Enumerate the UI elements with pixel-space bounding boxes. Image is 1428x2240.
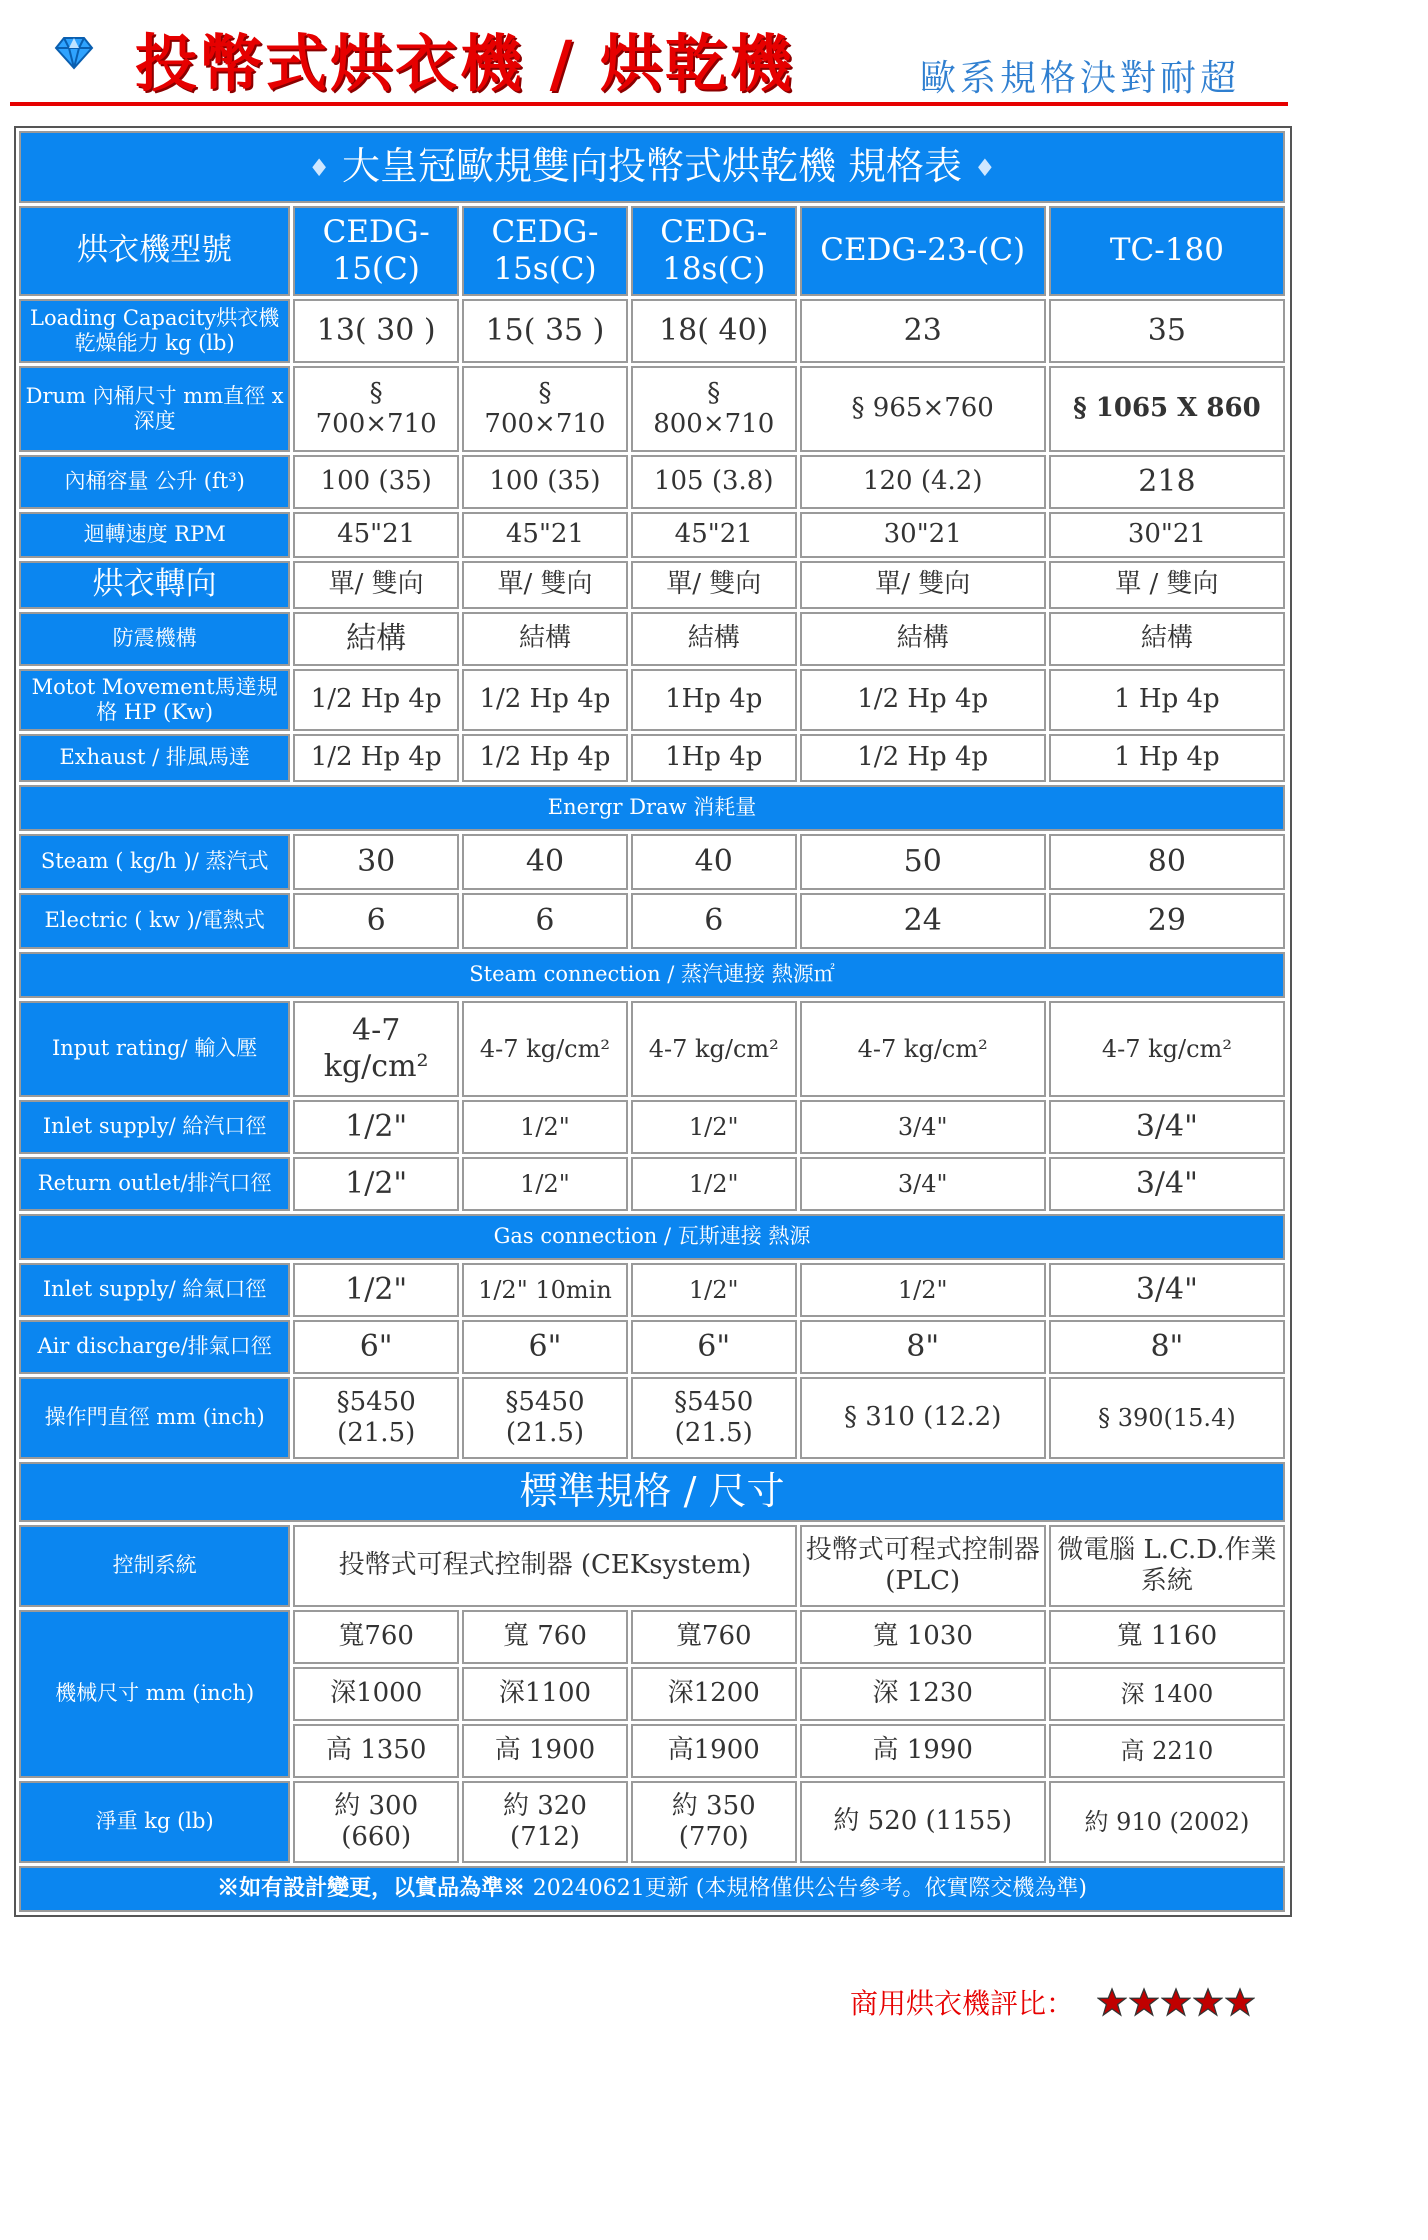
height-cell: 高 1350 bbox=[293, 1724, 459, 1778]
row-label-motor: Motot Movement馬達規格 HP (Kw) bbox=[19, 669, 290, 731]
electric-energy-cell: 6 bbox=[462, 893, 628, 949]
row-label-antishock: 防震機構 bbox=[19, 612, 290, 666]
volume-cell: 100 (35) bbox=[293, 455, 459, 509]
width-cell: 寬760 bbox=[293, 1610, 459, 1664]
star-icon bbox=[1161, 1987, 1191, 2017]
control-shared-cell: 投幣式可程式控制器 (CEKsystem) bbox=[293, 1525, 796, 1607]
rating-label: 商用烘衣機評比： bbox=[850, 1987, 1075, 2020]
weight-cell: 約 350 (770) bbox=[631, 1781, 797, 1863]
gas-inlet-cell: 1/2" 10min bbox=[462, 1263, 628, 1317]
gem-icon: ♦ bbox=[308, 154, 330, 183]
model-header: CEDG-15(C) bbox=[293, 206, 459, 296]
diamond-icon bbox=[54, 36, 94, 70]
antishock-cell: 結構 bbox=[631, 612, 797, 666]
depth-cell: 深 1230 bbox=[800, 1667, 1046, 1721]
model-header: CEDG-23-(C) bbox=[800, 206, 1046, 296]
steam-inlet-cell: 3/4" bbox=[800, 1100, 1046, 1154]
star-icon bbox=[1225, 1987, 1255, 2017]
drum-cell bbox=[631, 366, 797, 452]
drum-cell bbox=[462, 366, 628, 452]
width-cell: 寬760 bbox=[631, 1610, 797, 1664]
capacity-cell: 23 bbox=[800, 299, 1046, 363]
volume-cell: 105 (3.8) bbox=[631, 455, 797, 509]
control-lcd-cell: 微電腦 L.C.D.作業系統 bbox=[1049, 1525, 1285, 1607]
footnote bbox=[19, 1866, 1285, 1912]
spec-table-frame bbox=[14, 126, 1292, 1917]
row-label-rpm: 迴轉速度 RPM bbox=[19, 512, 290, 558]
electric-energy-cell: 29 bbox=[1049, 893, 1285, 949]
rpm-cell: 30"21 bbox=[1049, 512, 1285, 558]
row-label-return-outlet: Return outlet/排汽口徑 bbox=[19, 1157, 290, 1211]
row-label-drum: Drum 內桶尺寸 mm直徑 x 深度 bbox=[19, 366, 290, 452]
star-icon bbox=[1097, 1987, 1127, 2017]
steam-energy-cell: 80 bbox=[1049, 834, 1285, 890]
model-label: 烘衣機型號 bbox=[19, 206, 290, 296]
electric-energy-cell: 24 bbox=[800, 893, 1046, 949]
door-cell: § 310 (12.2) bbox=[800, 1377, 1046, 1459]
return-outlet-cell: 3/4" bbox=[1049, 1157, 1285, 1211]
page-title: 投幣式烘衣機 / 烘乾機 bbox=[135, 27, 795, 100]
weight-cell: 約 910 (2002) bbox=[1049, 1781, 1285, 1863]
star-icon bbox=[1129, 1987, 1159, 2017]
energy-section-header: Energr Draw 消耗量 bbox=[19, 785, 1285, 831]
return-outlet-cell: 3/4" bbox=[800, 1157, 1046, 1211]
volume-cell: 100 (35) bbox=[462, 455, 628, 509]
motor-cell: 1/2 Hp 4p bbox=[293, 669, 459, 731]
exhaust-cell: 1Hp 4p bbox=[631, 734, 797, 782]
steam-inlet-cell: 1/2" bbox=[462, 1100, 628, 1154]
rpm-cell: 30"21 bbox=[800, 512, 1046, 558]
row-label-steam: Steam ( kg/h )/ 蒸汽式 bbox=[19, 834, 290, 890]
rotation-cell: 單/ 雙向 bbox=[462, 561, 628, 609]
model-header: CEDG-15s(C) bbox=[462, 206, 628, 296]
spec-title-text: 大皇冠歐規雙向投幣式烘乾機 規格表 bbox=[341, 144, 963, 189]
row-label-steam-inlet: Inlet supply/ 給汽口徑 bbox=[19, 1100, 290, 1154]
rating bbox=[850, 1982, 1257, 2022]
spec-table-title bbox=[19, 131, 1285, 203]
door-cell: §5450 (21.5) bbox=[631, 1377, 797, 1459]
input-rating-cell: 4-7 kg/cm² bbox=[462, 1001, 628, 1097]
height-cell: 高1900 bbox=[631, 1724, 797, 1778]
antishock-cell: 結構 bbox=[293, 612, 459, 666]
air-discharge-cell: 8" bbox=[1049, 1320, 1285, 1374]
height-cell: 高 1900 bbox=[462, 1724, 628, 1778]
row-label-dimensions: 機械尺寸 mm (inch) bbox=[19, 1610, 290, 1778]
capacity-cell: 15( 35 ) bbox=[462, 299, 628, 363]
return-outlet-cell: 1/2" bbox=[462, 1157, 628, 1211]
star-icon bbox=[1193, 1987, 1223, 2017]
spec-table bbox=[16, 128, 1288, 1915]
footnote-bold: ※如有設計變更，以實品為準※ bbox=[217, 1875, 526, 1902]
rpm-cell: 45"21 bbox=[293, 512, 459, 558]
row-label-capacity: Loading Capacity烘衣機乾燥能力 kg (lb) bbox=[19, 299, 290, 363]
air-discharge-cell: 8" bbox=[800, 1320, 1046, 1374]
drum-value: 800×710 bbox=[653, 409, 775, 439]
steam-inlet-cell: 3/4" bbox=[1049, 1100, 1285, 1154]
drum-value: 700×710 bbox=[484, 409, 606, 439]
door-cell: § 390(15.4) bbox=[1049, 1377, 1285, 1459]
gas-inlet-cell: 3/4" bbox=[1049, 1263, 1285, 1317]
weight-cell: 約 320 (712) bbox=[462, 1781, 628, 1863]
exhaust-cell: 1/2 Hp 4p bbox=[800, 734, 1046, 782]
header-divider bbox=[10, 102, 1288, 106]
depth-cell: 深1200 bbox=[631, 1667, 797, 1721]
steam-energy-cell: 50 bbox=[800, 834, 1046, 890]
antishock-cell: 結構 bbox=[800, 612, 1046, 666]
gas-inlet-cell: 1/2" bbox=[800, 1263, 1046, 1317]
rotation-cell: 單/ 雙向 bbox=[631, 561, 797, 609]
input-rating-cell: 4-7 kg/cm² bbox=[631, 1001, 797, 1097]
air-discharge-cell: 6" bbox=[462, 1320, 628, 1374]
page-header bbox=[0, 0, 1428, 110]
input-rating-cell: 4-7 kg/cm² bbox=[293, 1001, 459, 1097]
rotation-cell: 單 / 雙向 bbox=[1049, 561, 1285, 609]
motor-cell: 1 Hp 4p bbox=[1049, 669, 1285, 731]
drum-cell: § 1065 X 860 bbox=[1049, 366, 1285, 452]
electric-energy-cell: 6 bbox=[293, 893, 459, 949]
steam-inlet-cell: 1/2" bbox=[293, 1100, 459, 1154]
control-plc-cell: 投幣式可程式控制器 (PLC) bbox=[800, 1525, 1046, 1607]
drum-value: 700×710 bbox=[315, 409, 437, 439]
model-header: TC-180 bbox=[1049, 206, 1285, 296]
gas-inlet-cell: 1/2" bbox=[631, 1263, 797, 1317]
standard-section-header: 標準規格 / 尺寸 bbox=[19, 1462, 1285, 1522]
row-label-door: 操作門直徑 mm (inch) bbox=[19, 1377, 290, 1459]
capacity-cell: 18( 40) bbox=[631, 299, 797, 363]
row-label-control: 控制系統 bbox=[19, 1525, 290, 1607]
antishock-cell: 結構 bbox=[1049, 612, 1285, 666]
depth-cell: 深1100 bbox=[462, 1667, 628, 1721]
door-cell: §5450 (21.5) bbox=[293, 1377, 459, 1459]
steam-energy-cell: 30 bbox=[293, 834, 459, 890]
height-cell: 高 2210 bbox=[1049, 1724, 1285, 1778]
row-label-gas-inlet: Inlet supply/ 給氣口徑 bbox=[19, 1263, 290, 1317]
diameter-symbol: § bbox=[538, 377, 552, 408]
gas-inlet-cell: 1/2" bbox=[293, 1263, 459, 1317]
return-outlet-cell: 1/2" bbox=[631, 1157, 797, 1211]
gem-icon: ♦ bbox=[974, 154, 996, 183]
steam-energy-cell: 40 bbox=[631, 834, 797, 890]
row-label-air-discharge: Air discharge/排氣口徑 bbox=[19, 1320, 290, 1374]
page-subtitle: 歐系規格決對耐超 bbox=[920, 58, 1241, 99]
gas-section-header: Gas connection / 瓦斯連接 熱源 bbox=[19, 1214, 1285, 1260]
rotation-cell: 單/ 雙向 bbox=[293, 561, 459, 609]
width-cell: 寬 760 bbox=[462, 1610, 628, 1664]
motor-cell: 1/2 Hp 4p bbox=[800, 669, 1046, 731]
drum-cell bbox=[293, 366, 459, 452]
steam-energy-cell: 40 bbox=[462, 834, 628, 890]
width-cell: 寬 1030 bbox=[800, 1610, 1046, 1664]
row-label-weight: 淨重 kg (lb) bbox=[19, 1781, 290, 1863]
steam-inlet-cell: 1/2" bbox=[631, 1100, 797, 1154]
weight-cell: 約 300 (660) bbox=[293, 1781, 459, 1863]
return-outlet-cell: 1/2" bbox=[293, 1157, 459, 1211]
drum-cell: § 965×760 bbox=[800, 366, 1046, 452]
exhaust-cell: 1/2 Hp 4p bbox=[293, 734, 459, 782]
input-rating-cell: 4-7 kg/cm² bbox=[800, 1001, 1046, 1097]
height-cell: 高 1990 bbox=[800, 1724, 1046, 1778]
door-cell: §5450 (21.5) bbox=[462, 1377, 628, 1459]
steam-section-header: Steam connection / 蒸汽連接 熱源㎡ bbox=[19, 952, 1285, 998]
motor-cell: 1Hp 4p bbox=[631, 669, 797, 731]
air-discharge-cell: 6" bbox=[631, 1320, 797, 1374]
rpm-cell: 45"21 bbox=[462, 512, 628, 558]
footnote-normal: 20240621更新 (本規格僅供公告參考。依實際交機為準) bbox=[532, 1876, 1087, 1902]
exhaust-cell: 1 Hp 4p bbox=[1049, 734, 1285, 782]
diameter-symbol: § bbox=[369, 377, 383, 408]
depth-cell: 深1000 bbox=[293, 1667, 459, 1721]
depth-cell: 深 1400 bbox=[1049, 1667, 1285, 1721]
row-label-electric: Electric ( kw )/電熱式 bbox=[19, 893, 290, 949]
rating-stars bbox=[1097, 1987, 1257, 2017]
volume-cell: 218 bbox=[1049, 455, 1285, 509]
input-rating-cell: 4-7 kg/cm² bbox=[1049, 1001, 1285, 1097]
width-cell: 寬 1160 bbox=[1049, 1610, 1285, 1664]
volume-cell: 120 (4.2) bbox=[800, 455, 1046, 509]
row-label-exhaust: Exhaust / 排風馬達 bbox=[19, 734, 290, 782]
rpm-cell: 45"21 bbox=[631, 512, 797, 558]
motor-cell: 1/2 Hp 4p bbox=[462, 669, 628, 731]
capacity-cell: 13( 30 ) bbox=[293, 299, 459, 363]
exhaust-cell: 1/2 Hp 4p bbox=[462, 734, 628, 782]
air-discharge-cell: 6" bbox=[293, 1320, 459, 1374]
row-label-rotation: 烘衣轉向 bbox=[19, 561, 290, 609]
rotation-cell: 單/ 雙向 bbox=[800, 561, 1046, 609]
row-label-input-rating: Input rating/ 輸入壓 bbox=[19, 1001, 290, 1097]
row-label-volume: 內桶容量 公升 (ft³) bbox=[19, 455, 290, 509]
antishock-cell: 結構 bbox=[462, 612, 628, 666]
electric-energy-cell: 6 bbox=[631, 893, 797, 949]
model-header: CEDG-18s(C) bbox=[631, 206, 797, 296]
weight-cell: 約 520 (1155) bbox=[800, 1781, 1046, 1863]
capacity-cell: 35 bbox=[1049, 299, 1285, 363]
diameter-symbol: § bbox=[707, 377, 721, 408]
